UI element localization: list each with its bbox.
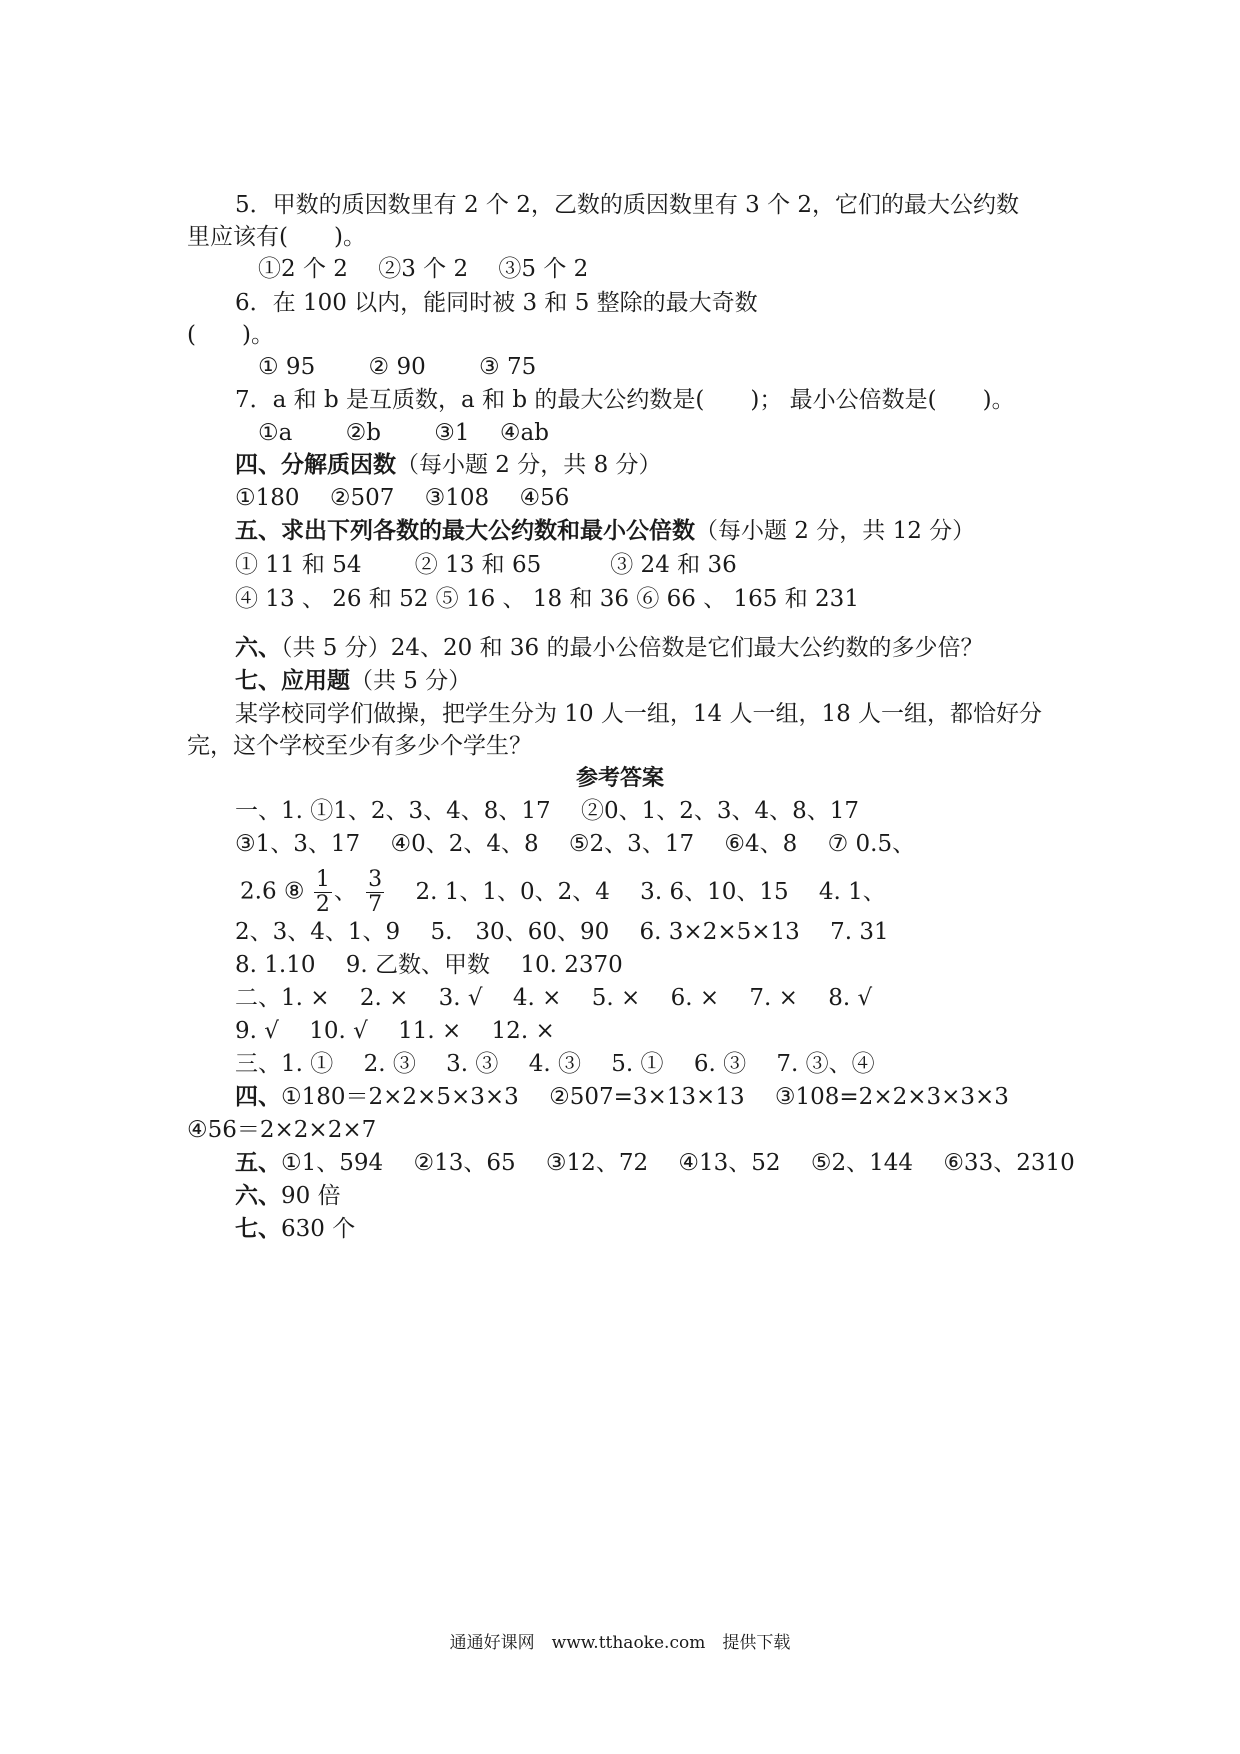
answers-title: 参考答案 xyxy=(575,765,664,791)
section-4-items: ①180 ②507 ③108 ④56 xyxy=(235,485,570,511)
section-6 xyxy=(235,633,984,663)
answer-6 xyxy=(235,1181,341,1211)
q5-line2: 里应该有( )。 xyxy=(187,224,366,250)
section-5-heading xyxy=(235,516,975,546)
answer-2-line1: 二、1. × 2. × 3. √ 4. × 5. × 6. × 7. × 8. √ xyxy=(235,985,873,1011)
answer-1-line3 xyxy=(240,868,886,917)
answer-6-text: 90 倍 xyxy=(281,1183,341,1209)
section-7-line1: 某学校同学们做操，把学生分为 10 人一组，14 人一组，18 人一组，都恰好分 xyxy=(235,701,1043,727)
answer-4-line1 xyxy=(235,1082,1009,1112)
section-5-title: 五、求出下列各数的最大公约数和最小公倍数 xyxy=(235,517,695,544)
answer-6-label: 六、 xyxy=(235,1182,281,1209)
q7-options: ①a ②b ③1 ④ab xyxy=(258,420,549,446)
answer-7-label: 七、 xyxy=(235,1215,281,1242)
fraction-separator: 、 xyxy=(333,878,357,905)
q5-options: ①2 个 2 ②3 个 2 ③5 个 2 xyxy=(258,256,589,282)
answer-5-text: ①1、594 ②13、65 ③12、72 ④13、52 ⑤2、144 ⑥33、2310 xyxy=(281,1150,1075,1176)
answer-5-label: 五、 xyxy=(235,1149,281,1176)
section-4-heading xyxy=(235,450,662,480)
section-5-row1: ① 11 和 54 ② 13 和 65 ③ 24 和 36 xyxy=(235,552,737,578)
answer-1-line3-pre: 2.6 ⑧ xyxy=(240,878,305,905)
answer-4-text: ①180＝2×2×5×3×3 ②507=3×13×13 ③108=2×2×3×3×3 xyxy=(281,1084,1009,1110)
answer-5 xyxy=(235,1148,1075,1178)
fraction-2-numerator: 3 xyxy=(368,867,383,892)
section-5-note: （每小题 2 分，共 12 分） xyxy=(695,518,976,544)
answer-4-label: 四、 xyxy=(235,1083,281,1110)
section-7-heading xyxy=(235,666,471,696)
q6-options: ① 95 ② 90 ③ 75 xyxy=(258,354,537,380)
fraction-one-half xyxy=(314,868,332,917)
q5-line1: 5．甲数的质因数里有 2 个 2，乙数的质因数里有 3 个 2，它们的最大公约数 xyxy=(235,192,1020,218)
section-7-note: （共 5 分） xyxy=(350,668,472,694)
q6-line1: 6．在 100 以内，能同时被 3 和 5 整除的最大奇数 xyxy=(235,290,758,316)
answer-7-text: 630 个 xyxy=(281,1216,356,1242)
fraction-1-numerator: 1 xyxy=(315,867,330,892)
q6-line2: ( )。 xyxy=(187,322,274,348)
answer-2-line2: 9. √ 10. √ 11. × 12. × xyxy=(235,1018,555,1044)
answer-4-line2: ④56＝2×2×2×7 xyxy=(187,1117,377,1143)
answer-1-line2: ③1、3、17 ④0、2、4、8 ⑤2、3、17 ⑥4、8 ⑦ 0.5、 xyxy=(235,831,916,857)
section-6-text: （共 5 分）24、20 和 36 的最小公倍数是它们最大公约数的多少倍？ xyxy=(281,635,984,661)
section-7-line2: 完，这个学校至少有多少个学生？ xyxy=(187,733,532,759)
section-4-title: 四、分解质因数 xyxy=(235,451,396,478)
section-6-label: 六、 xyxy=(235,634,281,661)
section-7-title: 七、应用题 xyxy=(235,667,350,694)
answer-1-line4: 2、3、4、1、9 5. 30、60、90 6. 3×2×5×13 7. 31 xyxy=(235,919,889,945)
answer-1-line1: 一、1. ①1、2、3、4、8、17 ②0、1、2、3、4、8、17 xyxy=(235,798,860,824)
answer-7 xyxy=(235,1214,355,1244)
answer-1-line3-post: 2. 1、1、0、2、4 3. 6、10、15 4. 1、 xyxy=(415,878,886,905)
page-footer: 通通好课网 www.tthaoke.com 提供下载 xyxy=(449,1633,791,1653)
section-5-row2: ④ 13 、 26 和 52 ⑤ 16 、 18 和 36 ⑥ 66 、 165 和 231 xyxy=(235,586,859,612)
section-4-note: （每小题 2 分，共 8 分） xyxy=(396,452,662,478)
fraction-three-sevenths xyxy=(366,868,384,917)
q7-line1: 7．a 和 b 是互质数，a 和 b 的最大公约数是( )； 最小公倍数是( )。 xyxy=(235,387,1015,413)
answer-1-line5: 8. 1.10 9. 乙数、甲数 10. 2370 xyxy=(235,952,623,978)
answer-3: 三、1. ① 2. ③ 3. ③ 4. ③ 5. ① 6. ③ 7. ③、④ xyxy=(235,1051,875,1077)
fraction-2-denominator: 7 xyxy=(368,892,383,917)
fraction-1-denominator: 2 xyxy=(315,892,330,917)
